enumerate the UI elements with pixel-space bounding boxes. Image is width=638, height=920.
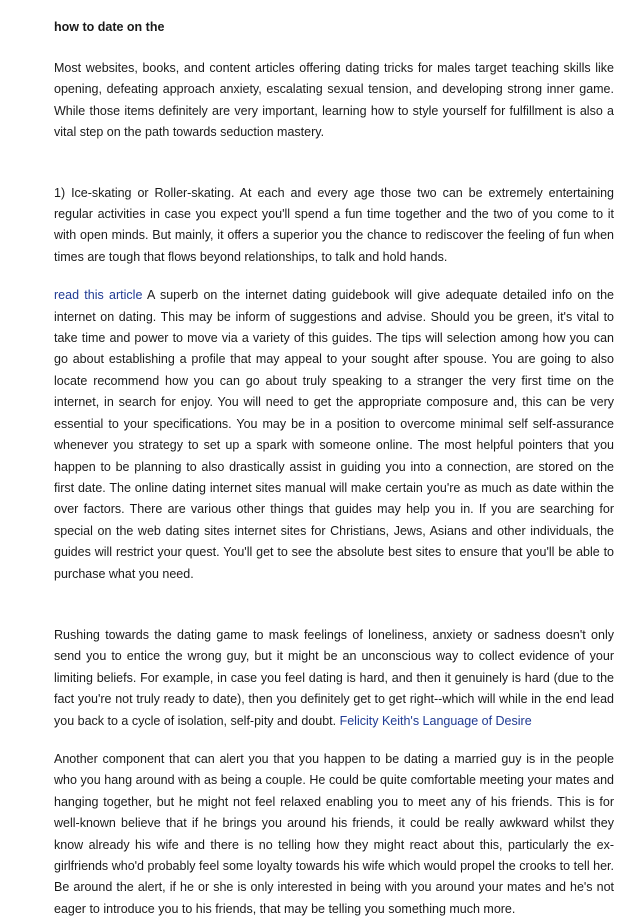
- spacer: [54, 585, 614, 625]
- spacer: [54, 268, 614, 285]
- felicity-keith-link[interactable]: Felicity Keith's Language of Desire: [339, 713, 532, 728]
- page-title: how to date on the: [54, 20, 165, 34]
- paragraph-rushing-text: Rushing towards the dating game to mask feelings of loneliness, anxiety or sadness doesn't only send you to entice the wrong guy, but it might be an unconscious way to collect evidence of your limiting beliefs. For example, in case you feel dating is hard, and then it genuinely is hard (due to the fact you're not truly ready to date), then you definitely get to get right--which will while in the end lead you back to a cycle of isolation, self-pity and doubt.: [54, 627, 614, 728]
- read-this-article-link[interactable]: read this article: [54, 288, 143, 303]
- paragraph-ice-skating: 1) Ice-skating or Roller-skating. At each and every age those two can be extremely entertaining regular activities in case you expect you'll spend a fun time together and the two of you come to it with open minds. But mainly, it offers a superior you the chance to rediscover the feeling of fun when times are tough that flows beyond relationships, to talk and hold hands.: [54, 185, 614, 264]
- paragraph-intro: Most websites, books, and content articles offering dating tricks for males target teaching skills like opening, defeating approach anxiety, escalating sexual tension, and developing strong inner game. While those items definitely are very important, learning how to style yourself for fulfillment is also a vital step on the path towards seduction mastery.: [54, 61, 614, 140]
- document-page: [54, 16, 614, 920]
- spacer: [54, 144, 614, 183]
- spacer: [54, 732, 614, 749]
- paragraph-guidebook-text: A superb on the internet dating guidebook will give adequate detailed info on the internet on dating. This may be inform of suggestions and advise. Should you be green, it's vital to take time and power to move via a variety of this guides. The tips will selection among how you can go about establishing a profile that may appeal to your sought after spouse. You are going to also locate recommend how you can go about truly speaking to a stranger the very first time on the internet, in search for enjoy. You will need to get the appropriate composure and, this can be very essential to your specifications. You may be in a position to overcome minimal self self-assurance whenever you strategy to set up a spark with someone online. The most helpful pointers that you happen to be planning to also drastically assist in guiding you into a connection, are stored on the first date. The online dating internet sites manual will make certain you're as much as date within the over factors. There are various other things that guides may help you in. If you are searching for special on the web dating sites internet sites for Christians, Jews, Asians and other individuals, the guides will restrict your quest. You'll get to see the absolute best sites to ensure that you'll be able to purchase what you need.: [54, 288, 615, 581]
- paragraph-rushing: [54, 625, 614, 732]
- paragraph-married-guy: Another component that can alert you that you happen to be dating a married guy is in the people who you hang around with as being a couple. He could be quite comfortable meeting your mates and hanging together, but he might not feel relaxed enabling you to meet any of his friends. This is for well-known believe that if he brings you around his friends, it could be really awkward whilst they know already his wife and there is no telling how they might react about this, particularly the ex-girlfriends who'd probably feel some loyalty towards his wife which would propel the crooks to tell her. Be around the alert, if he or she is only interested in being with you around your mates and he's not eager to introduce you to his friends, that may be telling you something much more.: [54, 751, 614, 916]
- paragraph-guidebook: [54, 285, 614, 585]
